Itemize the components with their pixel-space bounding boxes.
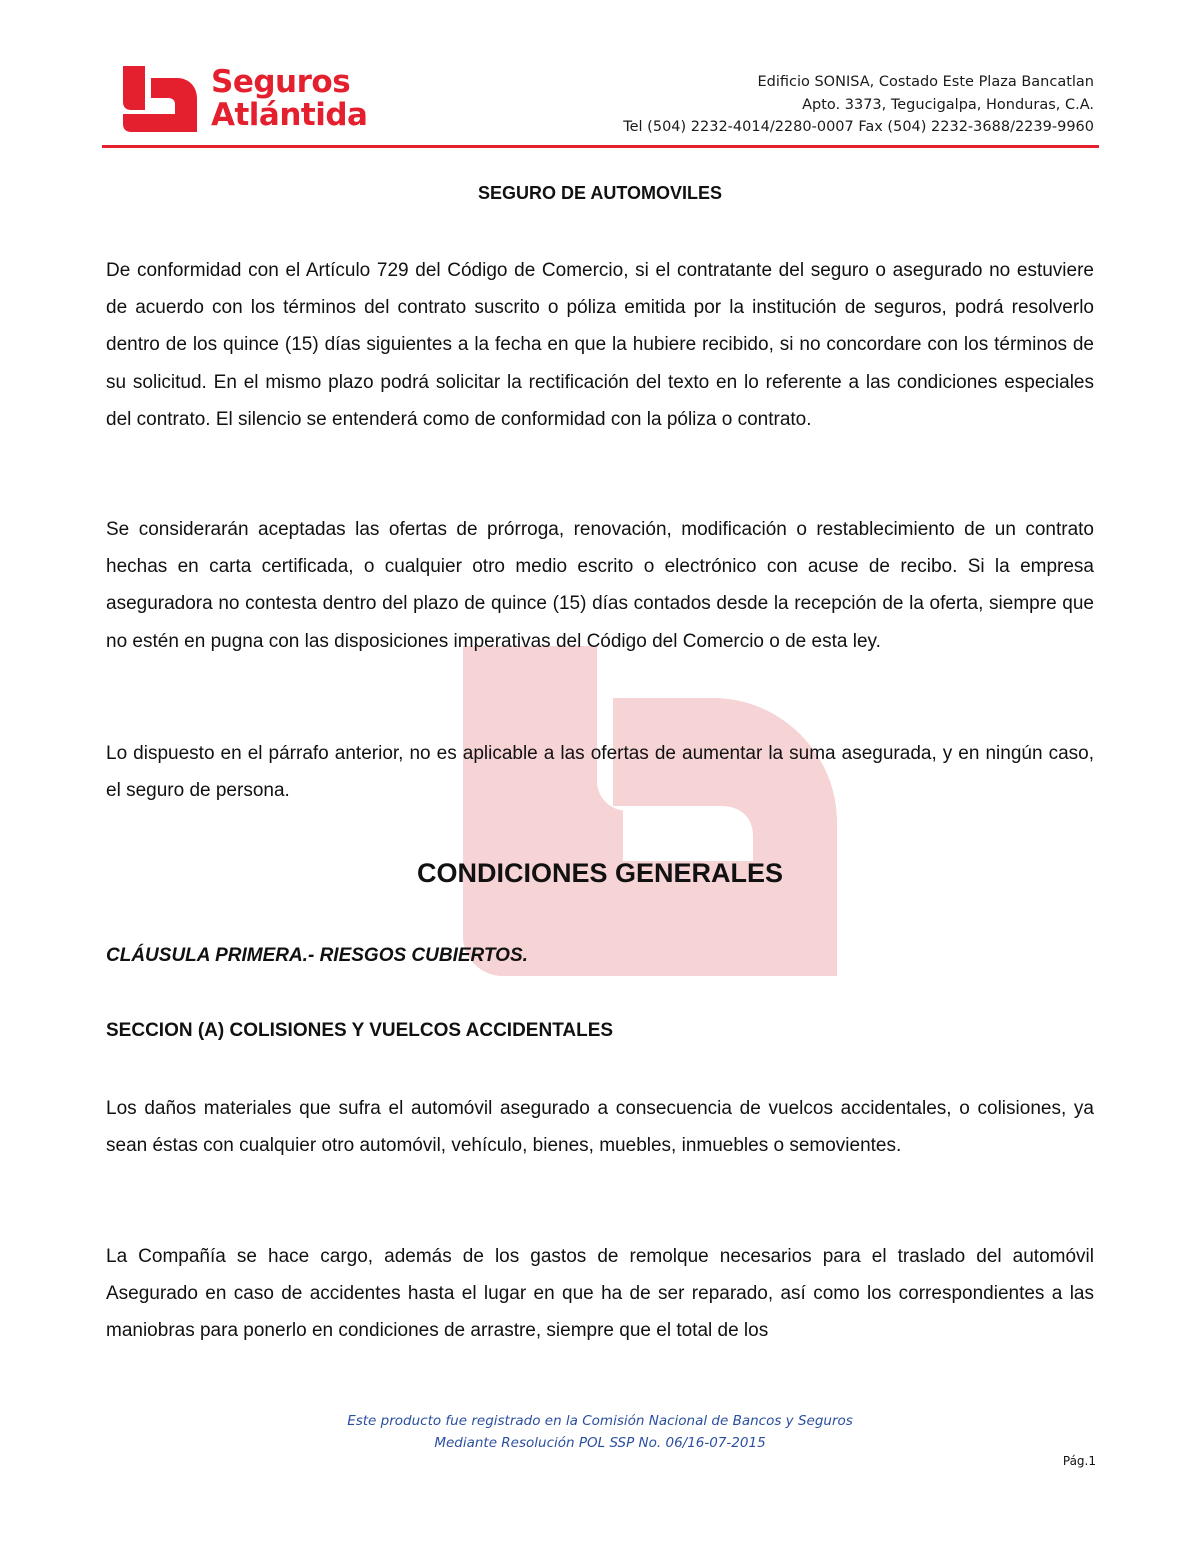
registration-note [0,1410,1200,1454]
paragraph-2: Se considerarán aceptadas las ofertas de prórroga, renovación, modificación o restablecimiento de un contrato hechas en carta certificada, o cualquier otro medio escrito o electrónico con acuse de recibo. Si la empresa aseguradora no contesta dentro del plazo de quince (15) días contados desde la recepción de la oferta, siempre que no estén en pugna con las disposiciones imperativas del Código del Comercio o de esta ley. [106,519,1094,652]
paragraph-1: De conformidad con el Artículo 729 del Código de Comercio, si el contratante del seguro o asegurado no estuviere de acuerdo con los términos del contrato suscrito o póliza emitida por la institución de seguros, podrá resolverlo dentro de los quince (15) días siguientes a la fecha en que la hubiere recibido, si no concordare con los términos de su solicitud. En el mismo plazo podrá solicitar la rectificación del texto en lo referente a las condiciones especiales del contrato. El silencio se entenderá como de conformidad con la póliza o contrato. [106,260,1094,430]
clause-heading: CLÁUSULA PRIMERA.- RIESGOS CUBIERTOS. [106,945,528,966]
paragraph-4: Los daños materiales que sufra el automóvil asegurado a consecuencia de vuelcos accidentales, o colisiones, ya sean éstas con cualquier otro automóvil, vehículo, bienes, muebles, inmuebles o semovientes. [106,1098,1094,1157]
logo-mark-icon [123,66,197,132]
watermark-logo-icon [463,646,837,976]
registration-note-line-2: Mediante Resolución POL SSP No. 06/16-07-2015 [434,1435,766,1451]
logo-text-line1: Seguros [211,64,351,100]
logo-text-line2: Atlántida [211,97,368,133]
company-address [623,71,1094,139]
paragraph-3: Lo dispuesto en el párrafo anterior, no es aplicable a las ofertas de aumentar la suma asegurada, y en ningún caso, el seguro de persona. [106,743,1094,802]
section-heading: SECCION (A) COLISIONES Y VUELCOS ACCIDENTALES [106,1020,614,1041]
page-number: Pág.1 [1062,1454,1096,1468]
address-line-1: Edificio SONISA, Costado Este Plaza Bancatlan [757,74,1094,90]
registration-note-line-1: Este producto fue registrado en la Comisión Nacional de Bancos y Seguros [347,1413,853,1429]
header-divider [102,145,1099,148]
general-conditions-heading: CONDICIONES GENERALES [416,858,784,888]
company-logo [123,66,383,134]
paragraph-5: La Compañía se hace cargo, además de los gastos de remolque necesarios para el traslado del automóvil Asegurado en caso de accidentes hasta el lugar en que ha de ser reparado, así como los correspondientes a las maniobras para ponerlo en condiciones de arrastre, siempre que el total de los [106,1246,1094,1342]
address-line-2: Apto. 3373, Tegucigalpa, Honduras, C.A. [802,96,1094,113]
document-title: SEGURO DE AUTOMOVILES [477,183,723,203]
address-line-3: Tel (504) 2232-4014/2280-0007 Fax (504) 2232-3688/2239-9960 [623,119,1094,135]
